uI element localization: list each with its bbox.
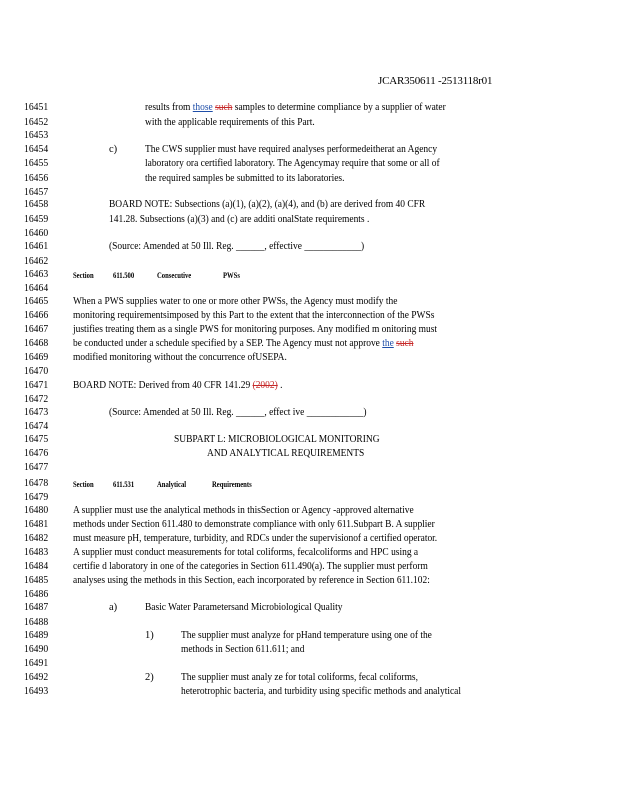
line-number: 16493 — [24, 686, 49, 697]
line-number: 16461 — [24, 241, 49, 252]
line-number: 16473 — [24, 407, 49, 418]
deleted-text: such — [215, 102, 233, 113]
line-number: 16476 — [24, 448, 49, 459]
line-number: 16465 — [24, 296, 49, 307]
line-number: 16462 — [24, 256, 49, 267]
section-heading-number: 611.531 — [113, 479, 135, 489]
board-note-line: 141.28. Subsections (a)(3) and (c) are additi onalState requirements . — [109, 214, 370, 225]
subpart-title: SUBPART L: MICROBIOLOGICAL MONITORING — [174, 434, 380, 445]
line-number: 16489 — [24, 630, 49, 641]
line-number: 16475 — [24, 434, 49, 445]
section-heading-label: Section — [73, 479, 94, 489]
line-number: 16481 — [24, 519, 49, 530]
line-number: 16484 — [24, 561, 49, 572]
text-run: samples to determine compliance by a supplier of water — [232, 102, 446, 113]
text-run: . — [277, 380, 283, 391]
line-number: 16468 — [24, 338, 49, 349]
text-line: justifies treating them as a single PWS for monitoring purposes. Any modified m onitoring must — [73, 324, 438, 335]
text-line: methods in Section 611.611; and — [181, 644, 305, 655]
line-number: 16455 — [24, 158, 49, 169]
source-note: (Source: Amended at 50 Ill. Reg. ______, effect ive ____________) — [109, 407, 367, 418]
line-number: 16474 — [24, 421, 49, 432]
line-number: 16477 — [24, 462, 49, 473]
section-heading-label: Section — [73, 270, 94, 280]
text-line: monitoring requirementsimposed by this Part to the extent that the interconnection of the PWSs — [73, 310, 435, 321]
inserted-text: those — [192, 102, 213, 113]
text-line: A supplier must conduct measurements for total coliforms, fecalcoliforms and HPC using a — [73, 547, 419, 558]
line-number: 16469 — [24, 352, 49, 363]
text-line: certifie d laboratory in one of the categories in Section 611.490(a). The supplier must perform — [73, 561, 428, 572]
line-number: 16480 — [24, 505, 49, 516]
line-number: 16471 — [24, 380, 49, 391]
text-line: The CWS supplier must have required analyses performedeitherat an Agency — [145, 144, 438, 155]
line-number: 16458 — [24, 199, 49, 210]
text-line — [145, 102, 446, 114]
line-number: 16453 — [24, 130, 49, 141]
text-line — [73, 338, 413, 350]
list-label-c: c) — [109, 144, 118, 155]
line-number: 16456 — [24, 173, 49, 184]
section-heading-title: Consecutive — [157, 270, 192, 280]
line-number: 16454 — [24, 144, 49, 155]
deleted-text: (2002) — [252, 380, 278, 391]
board-note-line — [73, 380, 282, 392]
text-line: modified monitoring without the concurrence ofUSEPA. — [73, 352, 287, 363]
line-number: 16463 — [24, 269, 49, 280]
line-number: 16470 — [24, 366, 49, 377]
line-number: 16491 — [24, 658, 49, 669]
subpart-subtitle: AND ANALYTICAL REQUIREMENTS — [207, 448, 365, 459]
section-heading-title: Analytical — [157, 479, 187, 489]
source-note: (Source: Amended at 50 Ill. Reg. ______, effective ____________) — [109, 241, 365, 252]
line-number: 16472 — [24, 394, 49, 405]
document-header-code: JCAR350611 -2513118r01 — [378, 75, 493, 87]
section-heading-number: 611.500 — [113, 270, 135, 280]
section-heading-title: Requirements — [212, 479, 252, 489]
line-number: 16451 — [24, 102, 49, 113]
text-run: BOARD NOTE: Derived from 40 CFR 141.29 — [73, 380, 253, 391]
text-line: the required samples be submitted to its laboratories. — [145, 173, 345, 184]
board-note-line: BOARD NOTE: Subsections (a)(1), (a)(2), (a)(4), and (b) are derived from 40 CFR — [109, 199, 426, 210]
line-number: 16487 — [24, 602, 49, 613]
line-number: 16482 — [24, 533, 49, 544]
line-number: 16488 — [24, 617, 49, 628]
line-number: 16466 — [24, 310, 49, 321]
subsection-heading: Basic Water Parametersand Microbiological Quality — [145, 602, 343, 613]
text-line: The supplier must analy ze for total coliforms, fecal coliforms, — [181, 672, 418, 683]
line-number: 16479 — [24, 492, 49, 503]
line-number: 16460 — [24, 228, 49, 239]
line-number: 16457 — [24, 187, 49, 198]
text-line: analyses using the methods in this Section, each incorporated by reference in Section 611.102: — [73, 575, 430, 586]
list-label-1: 1) — [145, 630, 154, 641]
line-number: 16486 — [24, 589, 49, 600]
list-label-2: 2) — [145, 672, 154, 683]
text-line: must measure pH, temperature, turbidity, and RDCs under the supervisionof a certified operator. — [73, 533, 438, 544]
text-run: results from — [145, 102, 193, 113]
section-heading-title: PWSs — [223, 270, 240, 280]
line-number: 16485 — [24, 575, 49, 586]
text-run: be conducted under a schedule specified by a SEP. The Agency must not approve — [73, 338, 383, 349]
text-line: A supplier must use the analytical methods in thisSection or Agency -approved alternative — [73, 505, 414, 516]
line-number: 16459 — [24, 214, 49, 225]
line-number: 16483 — [24, 547, 49, 558]
text-line: When a PWS supplies water to one or more other PWSs, the Agency must modify the — [73, 296, 398, 307]
line-number: 16452 — [24, 117, 49, 128]
text-line: methods under Section 611.480 to demonstrate compliance with only 611.Subpart B. A supplier — [73, 519, 435, 530]
line-number: 16478 — [24, 478, 49, 489]
list-label-a: a) — [109, 602, 118, 613]
text-line: heterotrophic bacteria, and turbidity using specific methods and analytical — [181, 686, 461, 697]
deleted-text: such — [396, 338, 414, 349]
line-number: 16467 — [24, 324, 49, 335]
line-number: 16492 — [24, 672, 49, 683]
inserted-text: the — [382, 338, 394, 349]
line-number: 16464 — [24, 283, 49, 294]
text-line: laboratory ora certified laboratory. The Agencymay require that some or all of — [145, 158, 440, 169]
line-number: 16490 — [24, 644, 49, 655]
text-line: The supplier must analyze for pHand temperature using one of the — [181, 630, 432, 641]
text-line: with the applicable requirements of this Part. — [145, 117, 315, 128]
